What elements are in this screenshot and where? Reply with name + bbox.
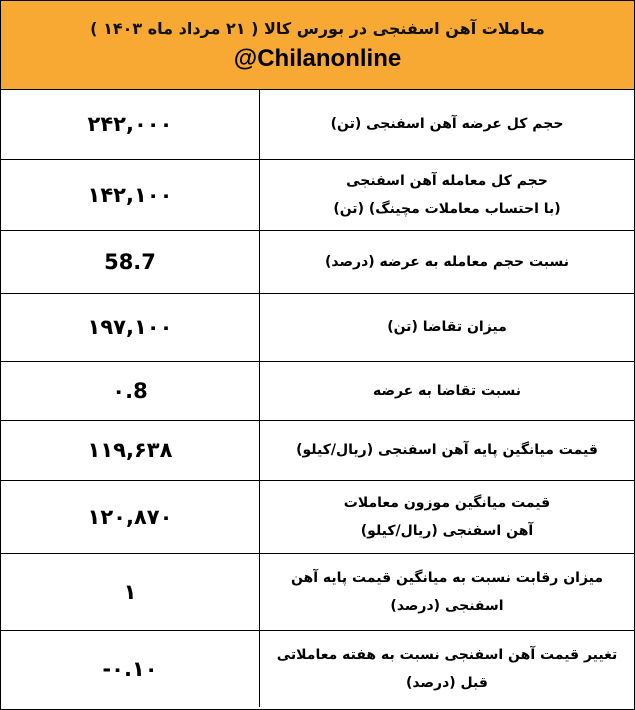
- row-label-line: نسبت حجم معامله به عرضه (درصد): [325, 253, 569, 270]
- row-label-line: میزان رقابت نسبت به میانگین قیمت پایه آهن: [290, 569, 604, 586]
- row-label-line: آهن اسفنجی (ریال/کیلو): [360, 522, 534, 539]
- report-header: [1, 1, 634, 90]
- row-label-line: قبل (درصد): [406, 674, 488, 691]
- channel-handle: @Chilanonline: [233, 45, 402, 72]
- row-label-line: قیمت میانگین پایه آهن اسفنجی (ریال/کیلو): [296, 442, 598, 458]
- row-label-line: تغییر قیمت آهن اسفنجی نسبت به هفته معاملاتی: [276, 646, 618, 663]
- table-row: [1, 553, 634, 630]
- table-row: [1, 480, 634, 553]
- table-row: [1, 293, 634, 361]
- row-label: [260, 630, 635, 707]
- row-label: [260, 90, 635, 159]
- row-value: ۲۴۲,۰۰۰: [1, 90, 260, 159]
- row-label: [260, 420, 635, 480]
- row-label: [260, 159, 635, 230]
- row-value: ۱: [1, 553, 260, 630]
- report-title: معاملات آهن اسفنجی در بورس کالا ( ۲۱ مرداد ماه ۱۴۰۳ ): [90, 19, 545, 38]
- row-label-line: (با احتساب معاملات مچینگ) (تن): [333, 200, 561, 217]
- row-label: [260, 480, 635, 553]
- row-value: 58.7: [1, 230, 260, 293]
- row-label-line: اسفنجی (درصد): [390, 597, 504, 614]
- row-value: ۰.8: [1, 361, 260, 420]
- row-label-line: نسبت تقاضا به عرضه: [372, 382, 522, 399]
- row-value: ۱۹۷,۱۰۰: [1, 293, 260, 361]
- table-row: [1, 361, 634, 420]
- row-label: [260, 553, 635, 630]
- row-value: -۰.۱۰: [1, 630, 260, 707]
- table-row: [1, 159, 634, 230]
- table-row: [1, 420, 634, 480]
- data-table: [1, 90, 634, 707]
- table-row: [1, 230, 634, 293]
- row-label-line: حجم کل عرضه آهن اسفنجی (تن): [330, 116, 564, 133]
- row-label-line: قیمت میانگین موزون معاملات: [343, 494, 551, 511]
- table-row: [1, 630, 634, 707]
- row-value: ۱۱۹,۶۳۸: [1, 420, 260, 480]
- row-label: [260, 293, 635, 361]
- table-row: [1, 90, 634, 159]
- row-value: ۱۴۲,۱۰۰: [1, 159, 260, 230]
- row-value: ۱۲۰,۸۷۰: [1, 480, 260, 553]
- row-label: [260, 361, 635, 420]
- row-label: [260, 230, 635, 293]
- row-label-line: حجم کل معامله آهن اسفنجی: [346, 172, 548, 189]
- row-label-line: میزان تقاضا (تن): [387, 319, 507, 335]
